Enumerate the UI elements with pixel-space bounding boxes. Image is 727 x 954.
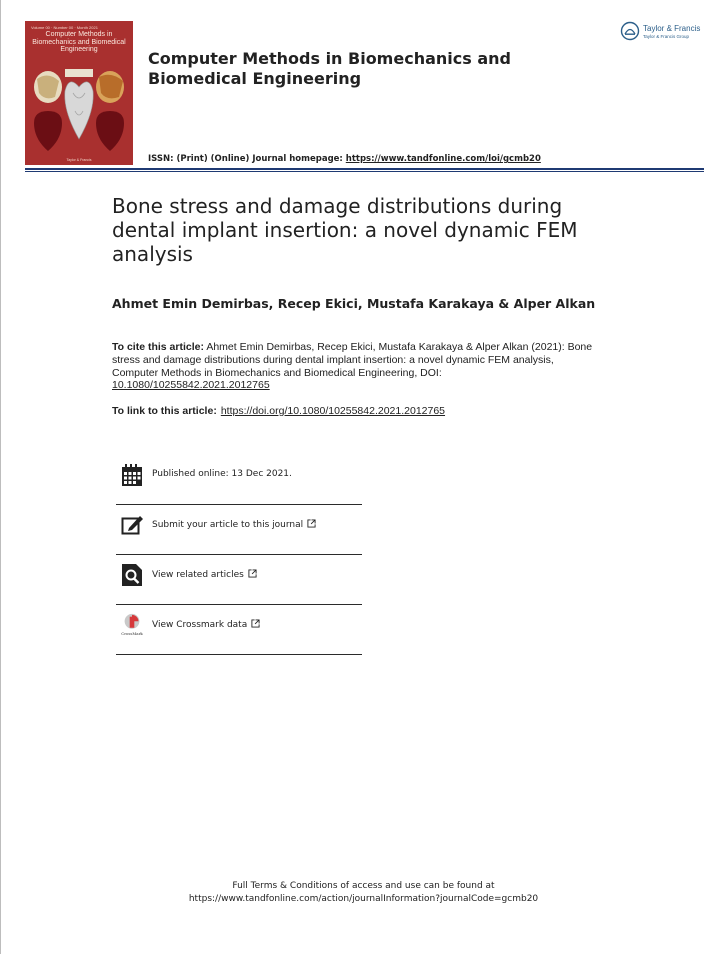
article-info-list — [116, 455, 362, 655]
cover-top-text: Volume 00 · Number 00 · Month 2021 — [31, 25, 98, 30]
edit-icon — [121, 513, 143, 537]
citation-block — [112, 341, 602, 392]
terms-footer — [0, 880, 727, 906]
related-articles-label: View related articles — [152, 570, 244, 580]
crossmark-icon — [121, 613, 143, 637]
issn-prefix: ISSN: (Print) (Online) Journal homepage: — [148, 154, 346, 164]
related-articles-link[interactable] — [152, 569, 257, 580]
article-doi-link[interactable]: https://doi.org/10.1080/10255842.2021.2012765 — [220, 405, 446, 417]
submit-article-link[interactable] — [152, 519, 316, 530]
citation-label: To cite this article: — [112, 341, 204, 353]
crossmark-row[interactable] — [116, 605, 362, 655]
cover-heart-illustration — [31, 67, 127, 157]
external-link-icon — [307, 519, 316, 528]
crossmark-logo-text: CrossMark — [121, 631, 143, 637]
calendar-icon — [121, 463, 143, 487]
issn-line — [148, 154, 541, 164]
published-online-row — [116, 455, 362, 505]
cover-title: Computer Methods in Biomechanics and Biomedical Engineering — [32, 31, 126, 53]
external-link-icon — [248, 569, 257, 578]
crossmark-label: View Crossmark data — [152, 620, 248, 630]
journal-cover-image — [25, 21, 133, 165]
header-divider — [25, 168, 704, 170]
related-articles-row[interactable] — [116, 555, 362, 605]
external-link-icon — [251, 619, 260, 628]
journal-homepage-link[interactable]: https://www.tandfonline.com/loi/gcmb20 — [345, 154, 541, 164]
cover-foot-text: Taylor & Francis — [66, 158, 92, 162]
terms-footer-link[interactable]: https://www.tandfonline.com/action/journalInformation?journalCode=gcmb20 — [188, 894, 539, 904]
journal-title: Computer Methods in Biomechanics and Biomedical Engineering — [148, 49, 511, 88]
article-title: Bone stress and damage distributions during dental implant insertion: a novel dynamic FEM analysis — [112, 194, 578, 266]
publisher-logo[interactable] — [620, 21, 710, 43]
article-link-line — [112, 405, 445, 417]
submit-article-label: Submit your article to this journal — [152, 520, 304, 530]
article-authors: Ahmet Emin Demirbas, Recep Ekici, Mustafa Karakaya & Alper Alkan — [112, 296, 596, 311]
citation-doi-link[interactable]: 10.1080/10255842.2021.2012765 — [112, 379, 270, 392]
crossmark-link[interactable] — [152, 619, 260, 630]
header-divider-thin — [25, 171, 704, 172]
search-document-icon — [121, 563, 143, 587]
publisher-subname: Taylor & Francis Group — [643, 34, 690, 39]
terms-footer-line1: Full Terms & Conditions of access and use can be found at — [232, 881, 495, 891]
taylor-francis-emblem-icon — [620, 21, 640, 41]
published-online-label: Published online: 13 Dec 2021. — [152, 469, 292, 479]
citation-text: Ahmet Emin Demirbas, Recep Ekici, Mustafa Karakaya & Alper Alkan (2021): Bone stress and damage distributions during dental implant insertion: a novel dynamic FEM analysis, Computer Methods in Biomechanics and Biomedical Engineering, DOI: — [112, 341, 593, 379]
submit-article-row[interactable] — [116, 505, 362, 555]
page-edge — [0, 0, 1, 954]
publisher-name: Taylor & Francis — [643, 24, 701, 33]
article-link-label: To link to this article: — [112, 405, 217, 417]
